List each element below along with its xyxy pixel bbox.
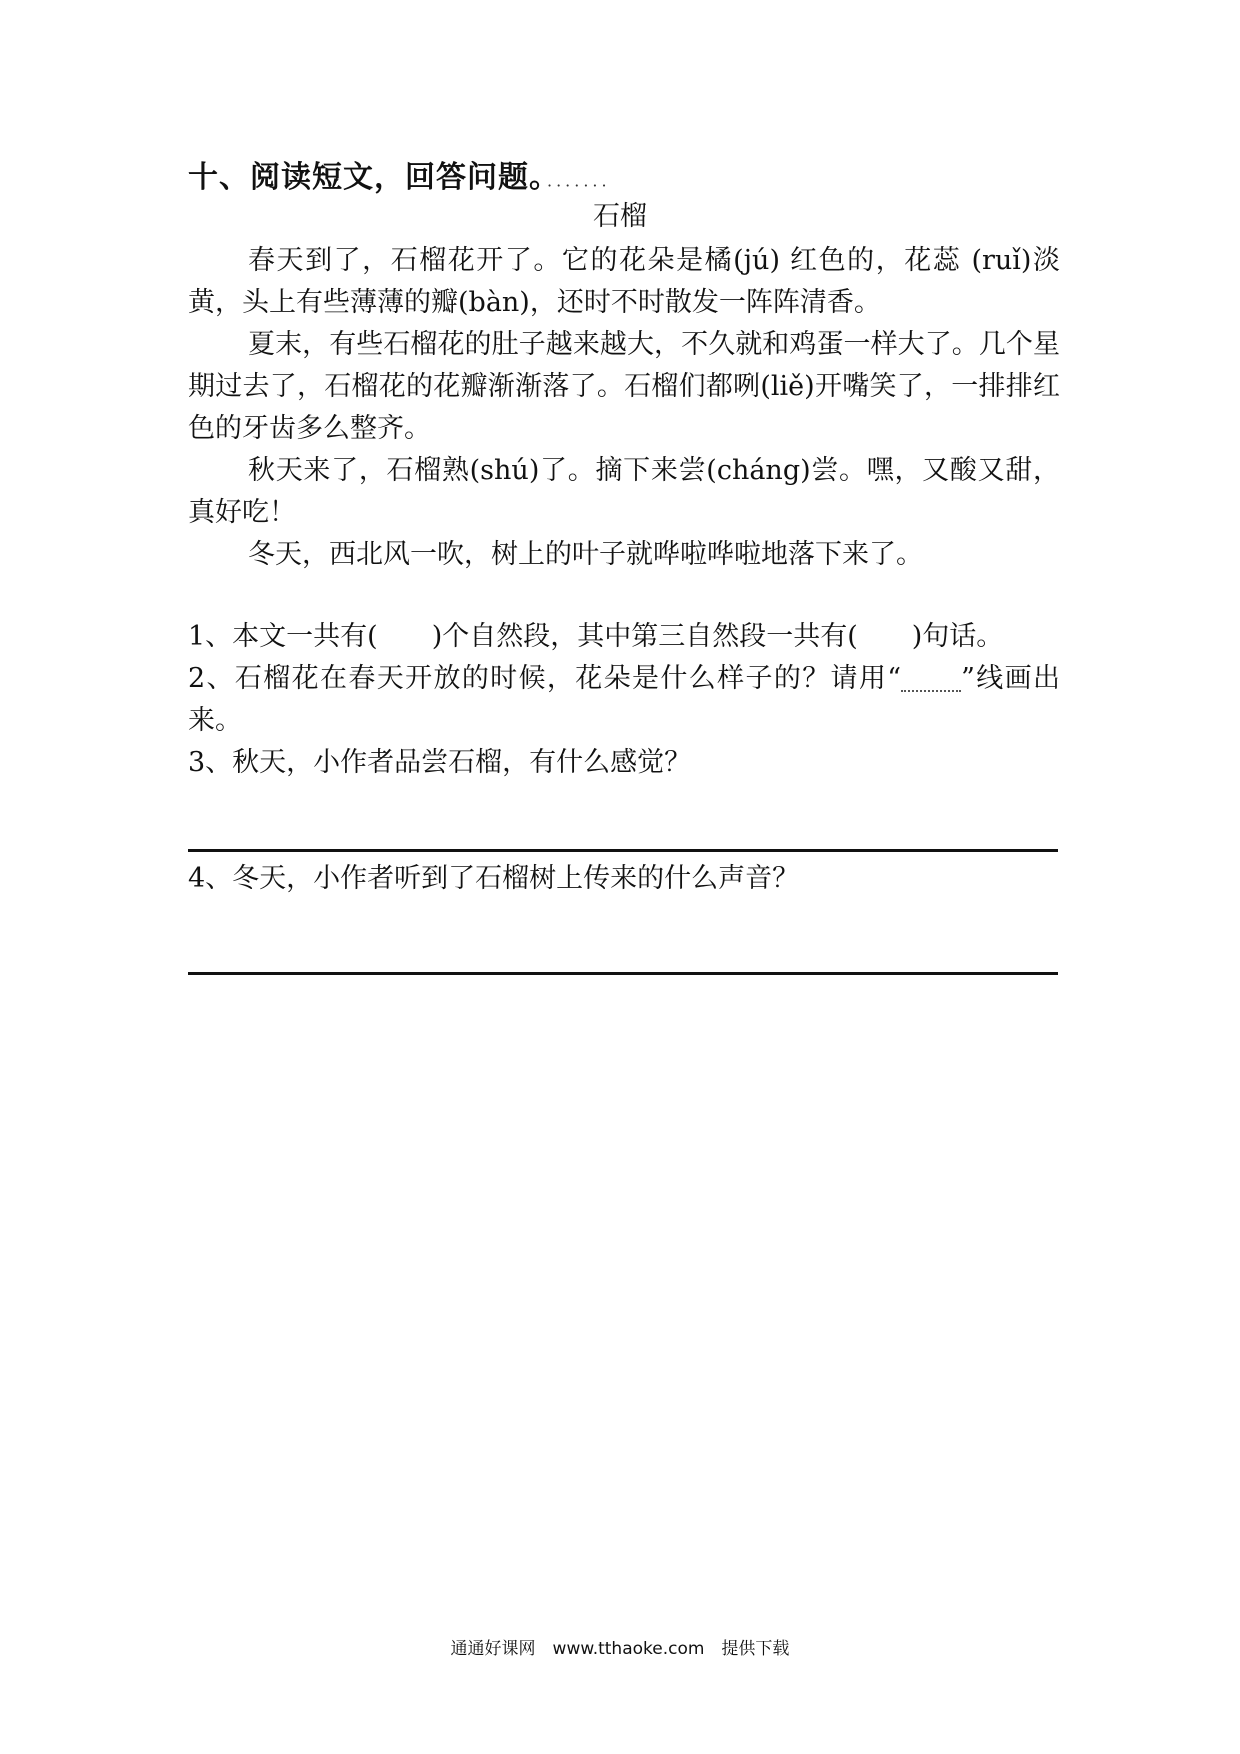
passage-body	[188, 240, 1060, 576]
wavy-underline-sample	[901, 668, 961, 692]
answer-line-3[interactable]	[188, 849, 1058, 852]
question-4: 4、冬天，小作者听到了石榴树上传来的什么声音？	[188, 863, 800, 894]
footer-credit: 通通好课网 www.tthaoke.com 提供下载	[450, 1639, 790, 1659]
question-list-continued	[188, 858, 1060, 900]
question-list	[188, 616, 1060, 784]
passage-paragraph-3: 秋天来了，石榴熟(shú)了。摘下来尝(cháng)尝。嘿，又酸又甜，真好吃！	[188, 455, 1060, 528]
question-1: 1、本文一共有( )个自然段，其中第三自然段一共有( )句话。	[188, 621, 1004, 652]
answer-line-4[interactable]	[188, 972, 1058, 975]
emphasis-dots: ·······	[547, 176, 611, 195]
passage-paragraph-2: 夏末，有些石榴花的肚子越来越大，不久就和鸡蛋一样大了。几个星期过去了，石榴花的花瓣渐渐落了。石榴们都咧(liě)开嘴笑了，一排排红色的牙齿多么整齐。	[188, 329, 1060, 444]
question-2-text-end: ”线画出来。	[188, 663, 1060, 736]
section-heading-text: 十、阅读短文，回答问题。	[188, 160, 545, 195]
question-2	[188, 658, 1060, 742]
passage-title: 石榴	[593, 201, 647, 232]
question-2-text-start: 2、石榴花在春天开放的时候，花朵是什么样子的？请用“	[188, 663, 902, 694]
passage-paragraph-4: 冬天，西北风一吹，树上的叶子就哗啦哗啦地落下来了。	[248, 539, 923, 570]
question-3: 3、秋天，小作者品尝石榴，有什么感觉？	[188, 747, 692, 778]
passage-paragraph-1: 春天到了，石榴花开了。它的花朵是橘(jú) 红色的，花蕊 (ruǐ)淡黄，头上有些薄薄的瓣(bàn)，还时不时散发一阵阵清香。	[188, 245, 1060, 318]
